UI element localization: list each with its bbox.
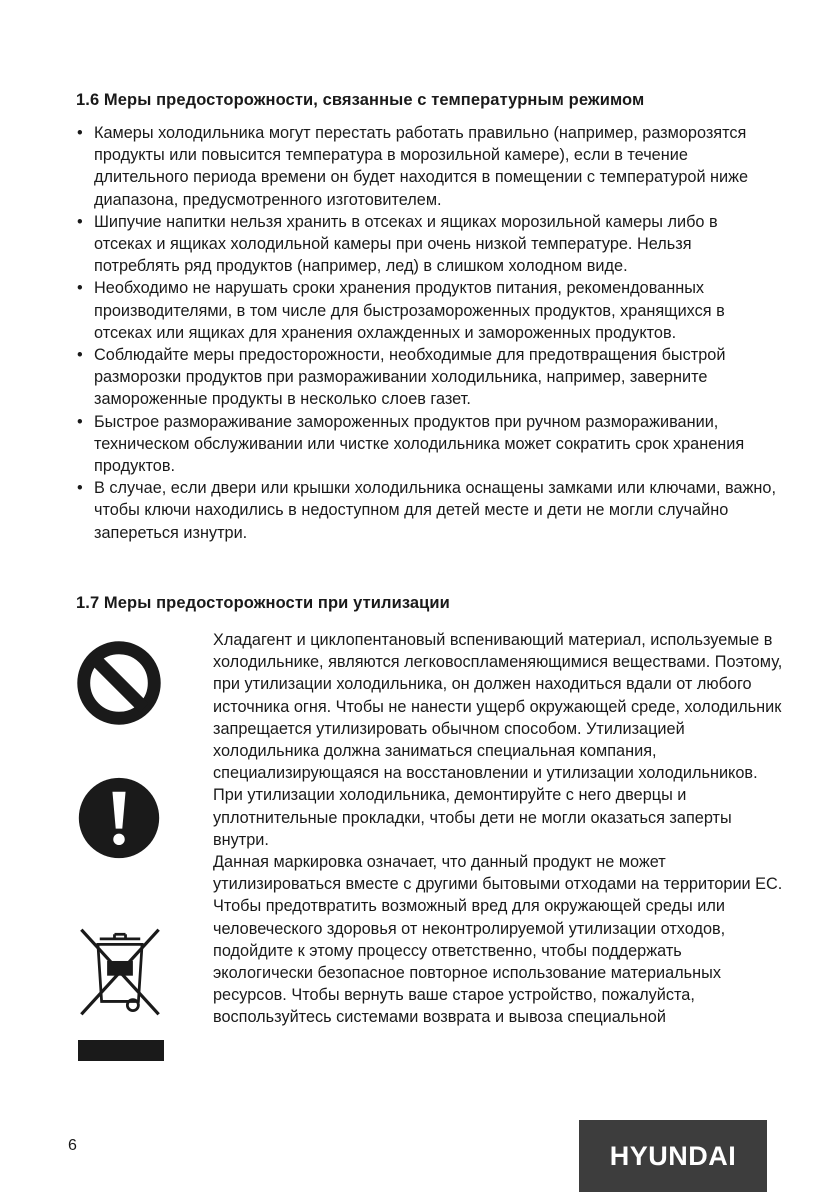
disposal-paragraph: При утилизации холодильника, демонтируйте с него дверцы и уплотнительные прокладки, чтобы дети не могли оказаться заперты внутри. [213, 786, 732, 849]
list-item: • Шипучие напитки нельзя хранить в отсеках и ящиках морозильной камеры либо в отсеках и ящиках холодильной камеры при очень низкой температуре. Нельзя потреблять ряд продуктов (например, лед) в слишком холодном виде. [76, 211, 776, 278]
list-item: • Соблюдайте меры предосторожности, необходимые для предотвращения быстрой разморозки продуктов при размораживании холодильника, например, заверните замороженные продукты в несколько слоев газет. [76, 344, 776, 411]
section-heading-temperature: 1.6 Меры предосторожности, связанные с температурным режимом [76, 91, 645, 109]
crossed-out-wheelie-bin-icon [74, 926, 166, 1018]
exclamation-warning-icon [78, 777, 160, 859]
disposal-text [213, 629, 783, 1029]
temperature-precautions-list [76, 122, 776, 544]
prohibition-icon [76, 640, 162, 726]
disposal-paragraph: Данная маркировка означает, что данный продукт не может утилизироваться вместе с другими бытовыми отходами на территории ЕС. Чтобы предотвратить возможный вред для окружающей среды или человеческого здоровья от неконтролируемой утилизации отходов, подойдите к этому процессу ответственно, чтобы поддержать экологически безопасное повторное использование материальных ресурсов. Чтобы вернуть ваше старое устройство, пожалуйста, воспользуйтесь системами возврата и вывоза специальной [213, 853, 783, 1027]
list-item: • Камеры холодильника могут перестать работать правильно (например, разморозятся продукты или повысится температура в морозильной камере), если в течение длительного периода времени он будет находится в помещении с температурой ниже диапазона, предусмотренного изготовителем. [76, 122, 776, 211]
list-item: • Быстрое размораживание замороженных продуктов при ручном размораживании, техническом обслуживании или чистке холодильника может сократить срок хранения продуктов. [76, 411, 776, 478]
weee-underline-bar [78, 1040, 164, 1061]
disposal-paragraph: Хладагент и циклопентановый вспенивающий материал, используемые в холодильнике, являются легковоспламеняющимися веществами. Поэтому, при утилизации холодильника, он должен находиться вдали от любого источника огня. Чтобы не нанести ущерб окружающей среде, холодильник запрещается утилизировать обычном способом. Утилизацией холодильника должна заниматься специальная компания, специализирующаяся на восстановлении и утилизации холодильников. [213, 631, 783, 783]
page-number: 6 [68, 1137, 77, 1154]
list-item: • Необходимо не нарушать сроки хранения продуктов питания, рекомендованных производителями, в том числе для быстрозамороженных продуктов, хранящихся в отсеках или ящиках для хранения охлажденных и замороженных продуктов. [76, 277, 776, 344]
list-item: • В случае, если двери или крышки холодильника оснащены замками или ключами, важно, чтобы ключи находились в недоступном для детей месте и дети не могли случайно запереться изнутри. [76, 477, 776, 544]
brand-logo [579, 1120, 767, 1192]
section-heading-disposal: 1.7 Меры предосторожности при утилизации [76, 594, 450, 612]
brand-logo-text: HYUNDAI [609, 1140, 737, 1171]
